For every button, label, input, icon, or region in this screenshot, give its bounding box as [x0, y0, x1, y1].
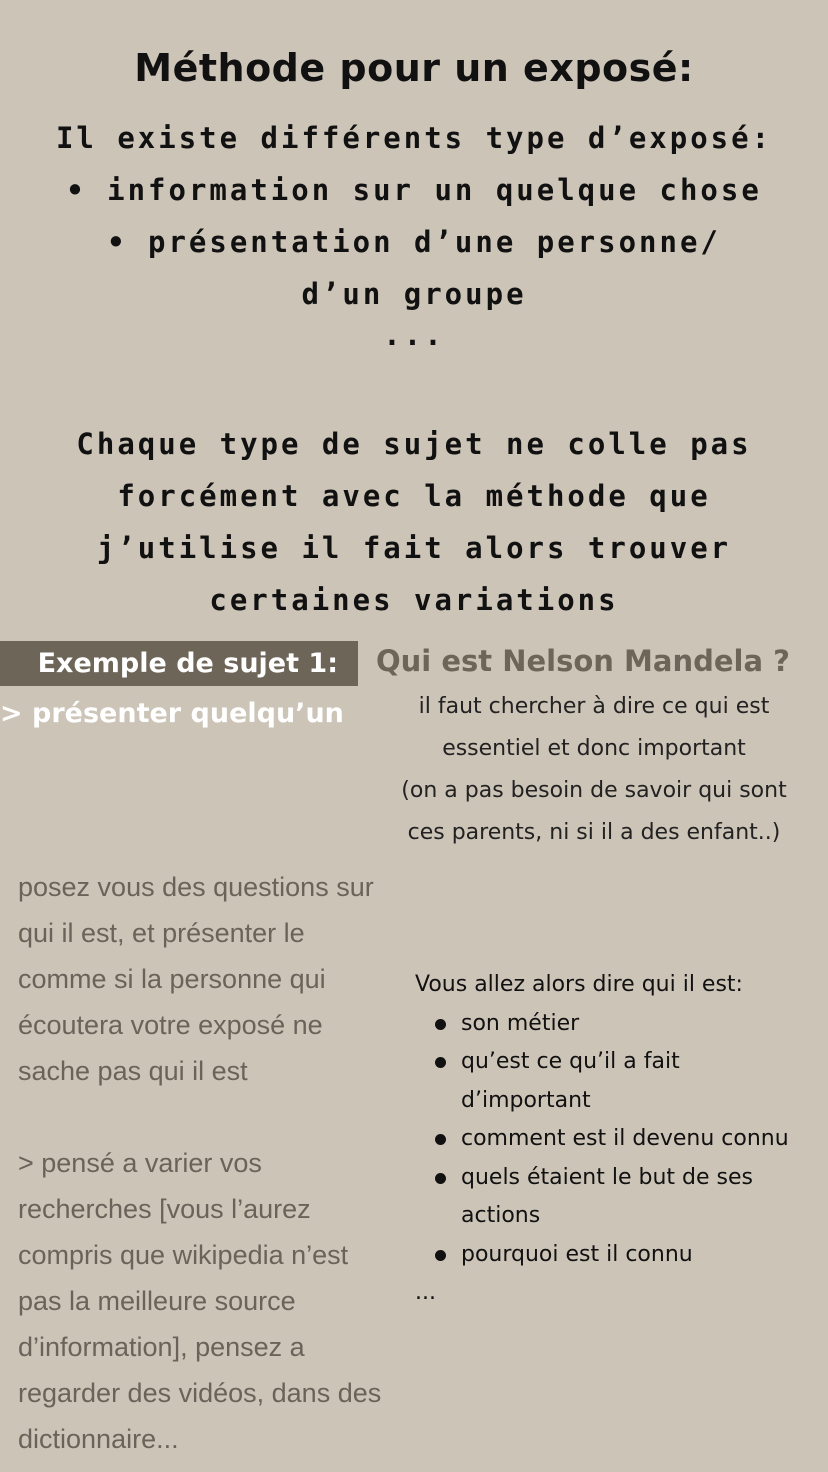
list-item-text: quels étaient le but de ses: [461, 1164, 753, 1190]
points-column: [415, 966, 828, 1312]
intro-block: [0, 112, 828, 350]
page-title: Méthode pour un exposé:: [134, 46, 694, 90]
list-item-text: actions: [461, 1203, 541, 1228]
advice-line: qui il est, et présenter le: [18, 918, 305, 948]
advice-line: écoutera votre exposé ne: [18, 1010, 323, 1040]
advice-spacer: [18, 1094, 438, 1140]
list-item-text: qu’est ce qu’il a fait: [461, 1049, 680, 1074]
note-line: Chaque type de sujet ne colle pas: [76, 427, 752, 461]
advice-line: recherches [vous l’aurez: [18, 1194, 311, 1224]
example-question: Qui est Nelson Mandela ?: [376, 644, 790, 678]
list-item-text: son métier: [461, 1010, 580, 1036]
note-line: forcément avec la méthode que: [117, 479, 711, 513]
advice-line: dictionnaire...: [18, 1424, 179, 1454]
list-item: [415, 1005, 828, 1044]
advice-line: sache pas qui il est: [18, 1056, 248, 1086]
explanation-line: essentiel et donc important: [442, 736, 746, 761]
note-line: j’utilise il fait alors trouver: [96, 531, 732, 565]
advice-line: regarder des vidéos, dans des: [18, 1378, 382, 1408]
advice-line: posez vous des questions sur: [18, 872, 374, 902]
list-item-text: pourquoi est il connu: [461, 1241, 693, 1267]
advice-line: > pensé a varier vos: [18, 1148, 262, 1178]
advice-column: [18, 864, 438, 1462]
list-item: [415, 1236, 828, 1275]
points-ellipsis: ...: [415, 1280, 436, 1305]
points-list: [415, 1005, 828, 1275]
points-lead: Vous allez alors dire qui il est:: [415, 972, 743, 997]
list-item-text: d’important: [461, 1087, 591, 1113]
example-subject: > présenter quelqu’un: [0, 698, 344, 729]
explanation-line: ces parents, ni si il a des enfant..): [407, 820, 781, 845]
intro-line: Il existe différents type d’exposé:: [55, 121, 773, 155]
list-item: [415, 1120, 828, 1159]
list-item-text: comment est il devenu connu: [461, 1126, 789, 1151]
intro-line: d’un groupe: [301, 277, 527, 311]
note-line: certaines variations: [209, 583, 619, 617]
explanation-line: (on a pas besoin de savoir qui sont: [401, 778, 787, 803]
explanation-line: il faut chercher à dire ce qui est: [418, 694, 770, 719]
advice-line: d’information], pensez a: [18, 1332, 305, 1362]
example-label: Exemple de sujet 1:: [0, 641, 358, 686]
advice-line: pas la meilleure source: [18, 1286, 296, 1316]
note-paragraph: [0, 418, 828, 626]
advice-line: comme si la personne qui: [18, 964, 326, 994]
intro-line: • information sur un quelque chose: [66, 173, 762, 207]
intro-ellipsis: ...: [383, 318, 445, 352]
list-item: [415, 1159, 828, 1236]
advice-line: compris que wikipedia n’est: [18, 1240, 349, 1270]
example-explanation: [360, 686, 828, 854]
list-item: [415, 1043, 828, 1120]
intro-line: • présentation d’une personne/: [107, 225, 721, 259]
